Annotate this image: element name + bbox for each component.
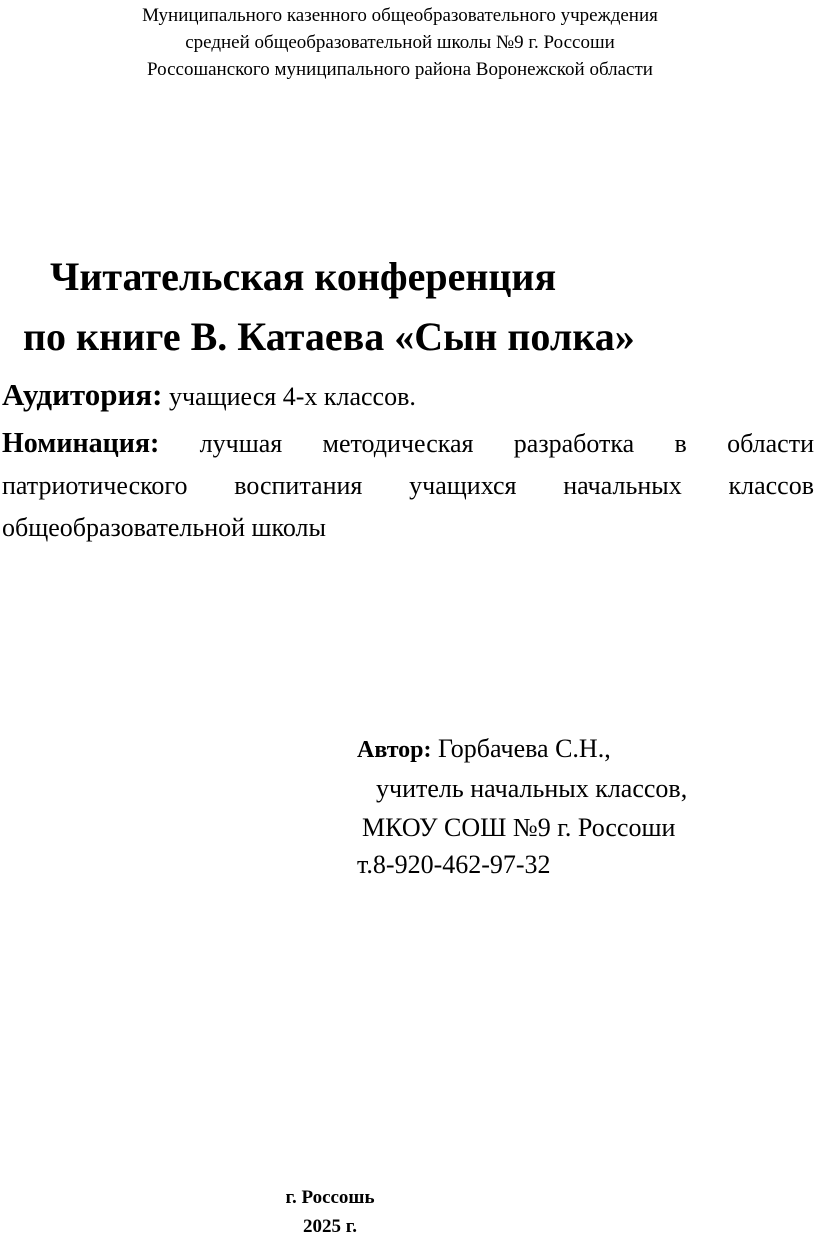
author-label: Автор: [357, 737, 432, 763]
footer-city: г. Россошь [285, 1187, 375, 1208]
nomination-label: Номинация: [2, 428, 160, 459]
author-line [357, 734, 611, 764]
audience-value: учащиеся 4-х классов. [162, 382, 416, 411]
nomination-value: лучшая методическая разработка в области патриотического воспитания учащихся начальных классов общеобразовательной школы [2, 429, 814, 542]
author-name: Горбачева С.Н., [431, 734, 611, 763]
institution-header [0, 2, 800, 83]
audience-label: Аудитория: [2, 377, 163, 412]
institution-line-1: Муниципального казенного общеобразовательного учреждения [142, 5, 658, 26]
document-title-line-2: по книге В. Катаева «Сын полка» [23, 314, 635, 359]
document-title-line-1: Читательская конференция [50, 254, 557, 299]
author-position: учитель начальных классов, [376, 774, 688, 803]
institution-line-3: Россошанского муниципального района Воронежской области [147, 59, 653, 80]
audience-section [2, 377, 416, 413]
institution-line-2: средней общеобразовательной школы №9 г. Россоши [185, 32, 615, 53]
author-phone: т.8-920-462-97-32 [357, 850, 551, 879]
nomination-section [2, 423, 814, 549]
author-school: МКОУ СОШ №9 г. Россоши [362, 813, 676, 842]
footer-year: 2025 г. [303, 1216, 357, 1237]
